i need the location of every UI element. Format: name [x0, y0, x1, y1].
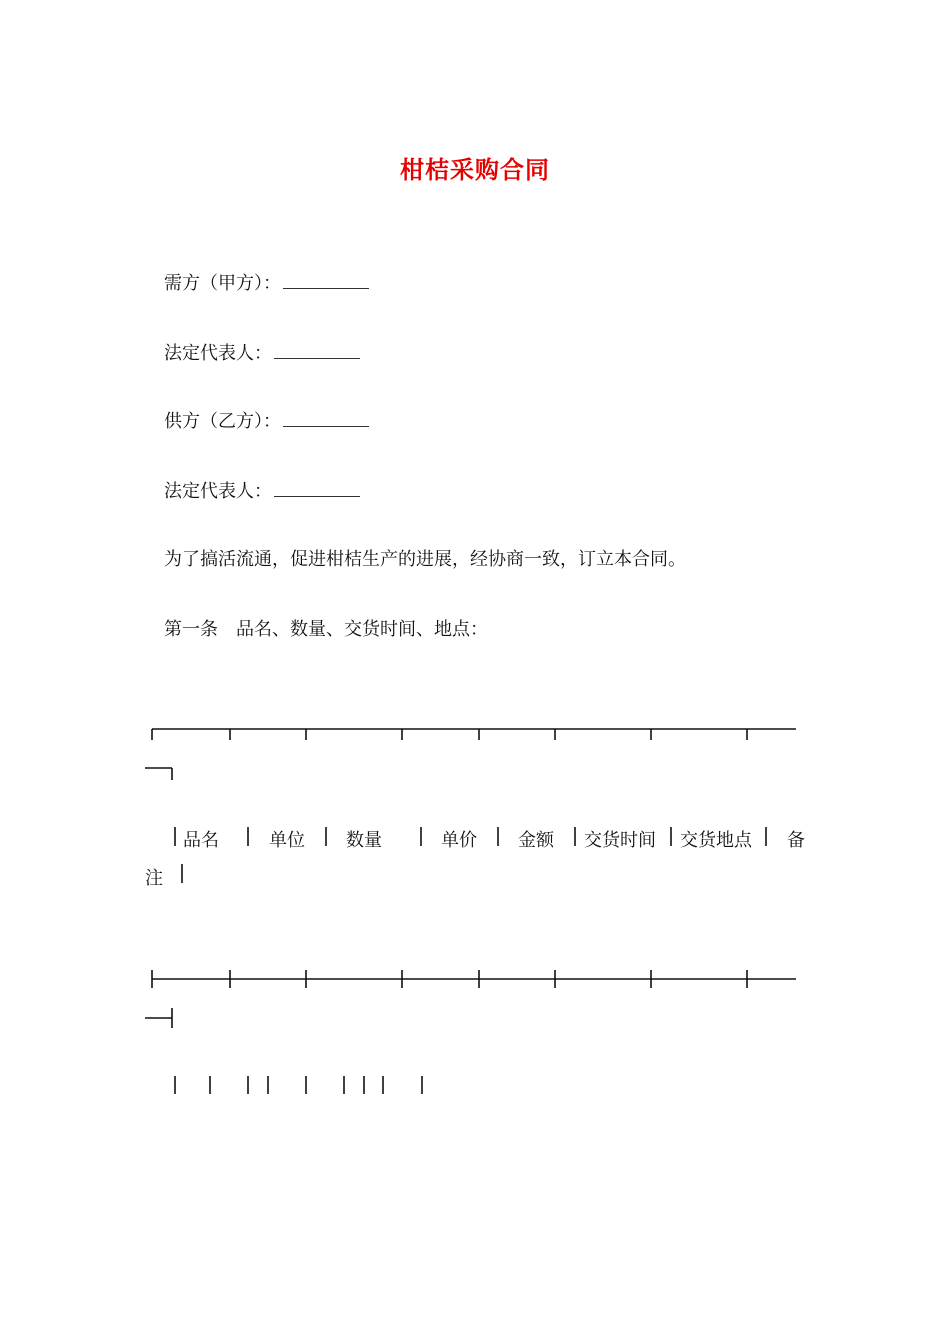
article-1-heading: 第一条 品名、数量、交货时间、地点： [164, 619, 488, 640]
table-header-unit: 单位 [269, 830, 305, 851]
party-seller-rep-label: 法定代表人： [164, 481, 272, 502]
table-header-delivery-place: 交货地点 [680, 830, 752, 851]
table-header-amount: 金额 [518, 830, 554, 851]
party-buyer-rep-label: 法定代表人： [164, 343, 272, 364]
table-header-delivery-time: 交货时间 [584, 830, 656, 851]
table-header-quantity: 数量 [346, 830, 382, 851]
table-header-remark-part2: 注 [145, 868, 163, 889]
intro-paragraph: 为了搞活流通，促进柑桔生产的进展，经协商一致，订立本合同。 [164, 549, 686, 570]
party-seller-label: 供方（乙方）： [164, 411, 281, 432]
table-header-name: 品名 [183, 830, 219, 851]
page-title: 柑桔采购合同 [400, 155, 550, 184]
table-header-unit-price: 单价 [441, 830, 477, 851]
table-header-remark-part1: 备 [787, 830, 805, 851]
party-buyer-label: 需方（甲方）： [164, 273, 281, 294]
